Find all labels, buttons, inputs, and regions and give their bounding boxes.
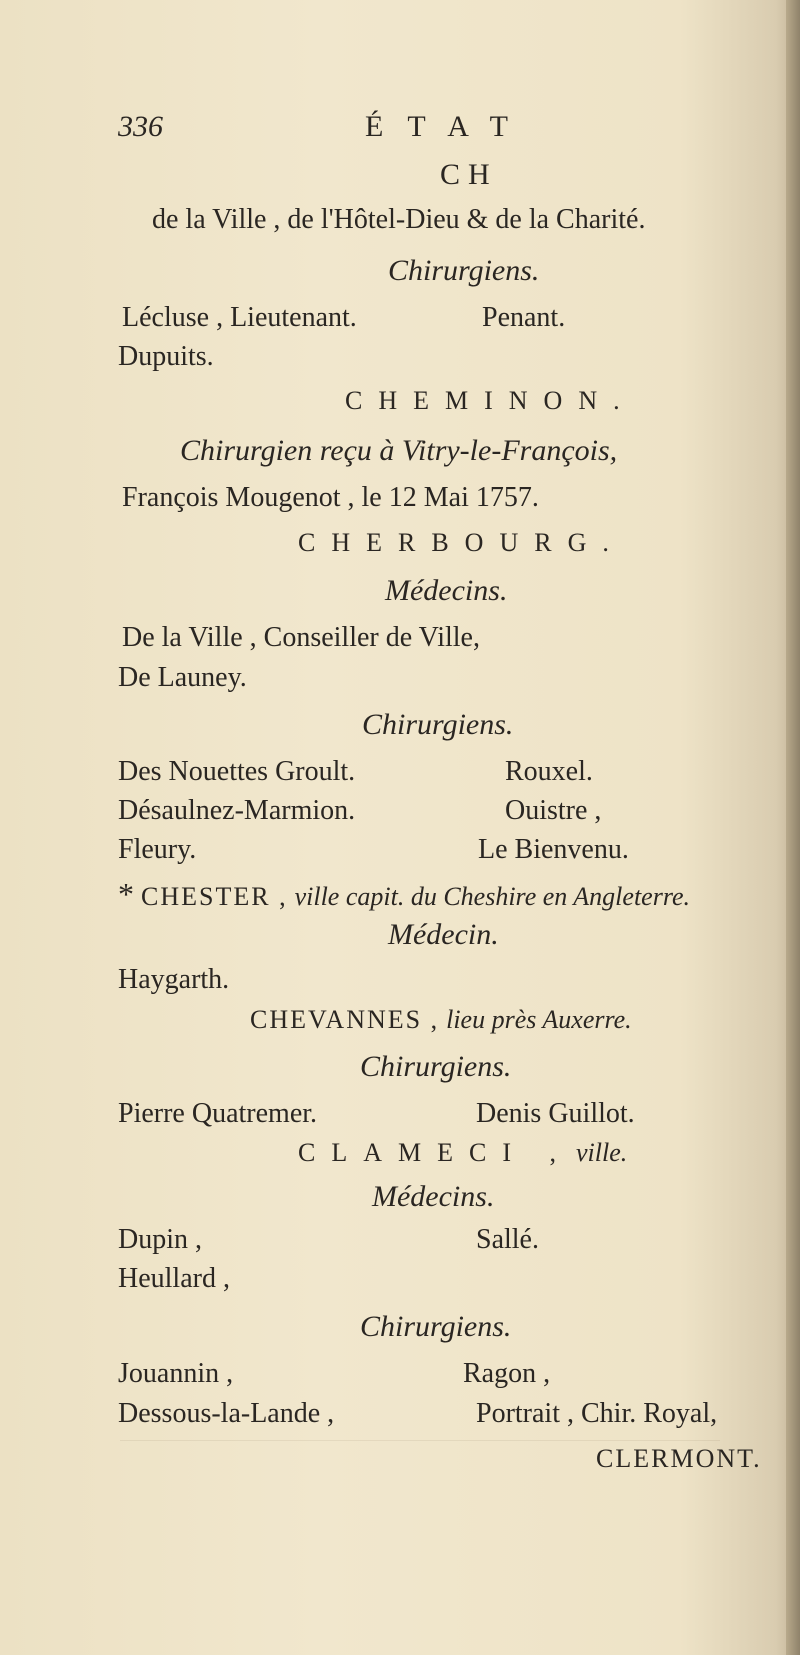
place-cherbourg: CHERBOURG. [298,528,625,557]
entry-rouxel: Rouxel. [505,756,593,787]
desc-chevannes: lieu près Auxerre. [446,1005,632,1034]
heading-medecins-clameci: Médecins. [372,1180,495,1213]
running-title: ÉTAT [365,110,532,143]
entry-dupin: Dupin , [118,1224,202,1255]
entry-lecluse: Lécluse , Lieutenant. [122,302,357,333]
entry-haygarth: Haygarth. [118,964,230,995]
entry-des-nouettes: Des Nouettes Groult. [118,756,356,787]
entry-mougenot: François Mougenot , le 12 Mai 1757. [122,482,539,513]
entry-ragon: Ragon , [463,1358,551,1389]
entry-guillot: Denis Guillot. [476,1098,635,1129]
entry-dessous-la-lande: Dessous-la-Lande , [118,1398,335,1429]
desc-clameci: ville. [576,1138,628,1167]
paper-fold-mark [120,1440,720,1441]
entry-portrait: Portrait , Chir. Royal, [476,1398,718,1429]
heading-medecin-chester: Médecin. [388,918,499,951]
entry-de-la-ville: De la Ville , Conseiller de Ville, [122,622,480,653]
entry-ouistre: Ouistre , [505,795,602,826]
entry-le-bienvenu: Le Bienvenu. [478,834,629,865]
place-chevannes: CHEVANNES , [250,1005,440,1034]
entry-heullard: Heullard , [118,1263,230,1294]
entry-salle: Sallé. [476,1224,539,1255]
heading-chirurgiens-cherbourg: Chirurgiens. [362,708,514,741]
entry-fleury: Fleury. [118,834,197,865]
place-cheminon: CHEMINON. [345,386,636,415]
desc-chester: ville capit. du Cheshire en Angleterre. [294,882,691,911]
section-letters: CH [440,158,498,191]
entry-jouannin: Jouannin , [118,1358,234,1389]
catchword: CLERMONT. [596,1444,762,1473]
page-number: 336 [118,110,163,143]
entry-quatremer: Pierre Quatremer. [118,1098,318,1129]
place-chester: CHESTER , [141,882,288,911]
entry-desaulnez: Désaulnez-Marmion. [118,795,356,826]
heading-chirurgiens-clameci: Chirurgiens. [360,1310,512,1343]
place-clameci: CLAMECI , [298,1138,572,1167]
heading-chirurgiens-chevannes: Chirurgiens. [360,1050,512,1083]
entry-de-launey: De Launey. [118,662,247,693]
heading-medecins-cherbourg: Médecins. [385,574,508,607]
text-line-ville: de la Ville , de l'Hôtel-Dieu & de la Charité. [152,204,646,235]
subhead-cheminon: Chirurgien reçu à Vitry-le-François, [180,434,618,467]
heading-chirurgiens-1: Chirurgiens. [388,254,540,287]
asterisk-mark: * [118,876,134,912]
entry-dupuits: Dupuits. [118,341,214,372]
page-gutter [786,0,800,1655]
entry-penant: Penant. [482,302,566,333]
